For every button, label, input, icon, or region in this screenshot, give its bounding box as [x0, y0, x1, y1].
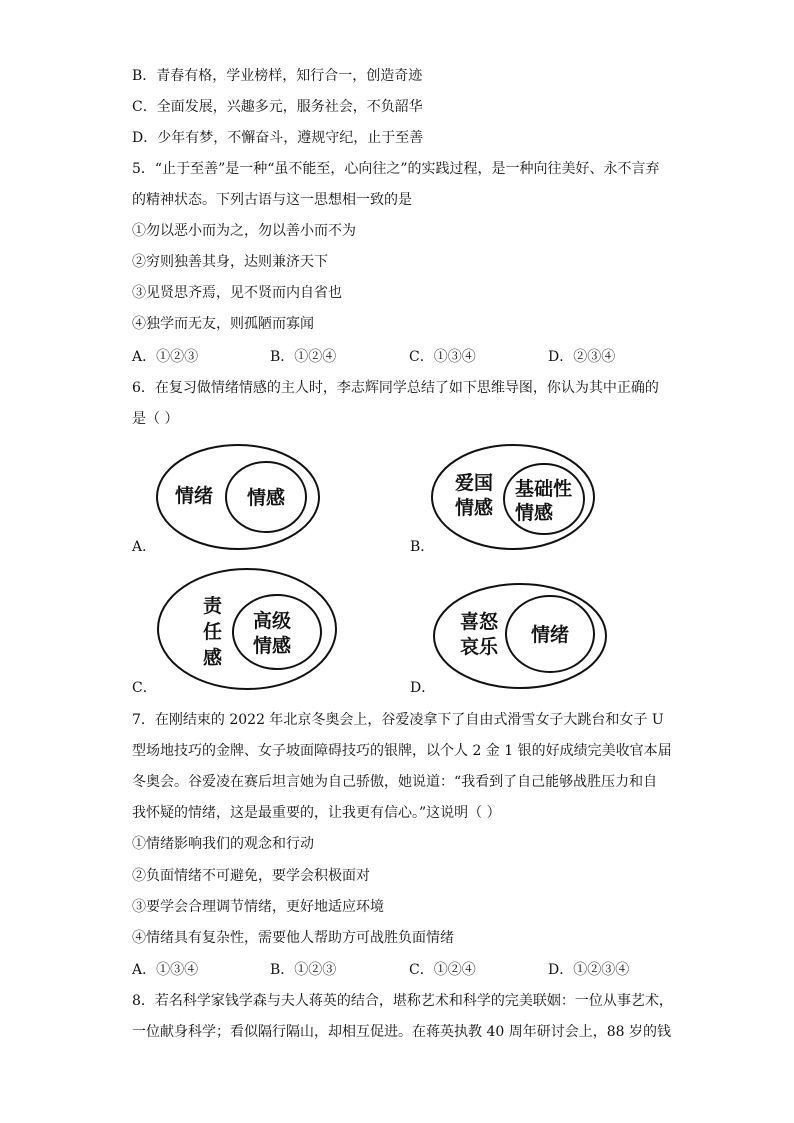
q6-stem-line2: 是（ ） [132, 411, 179, 427]
q5-item-3: ③见贤思齐焉，见不贤而内自省也 [132, 285, 342, 301]
inner-text: 情绪 [531, 624, 570, 646]
q7-stem-line2: 型场地技巧的金牌、女子坡面障碍技巧的银牌，以个人 2 金 1 银的好成绩完美收官本届 [132, 743, 672, 759]
inner-text-line1: 基础性 [515, 478, 573, 500]
q6-label-c[interactable]: C． [132, 680, 157, 696]
q5-stem-line2: 的精神状态。下列古语与这一思想相一致的是 [132, 192, 412, 208]
q4-option-b: B．青春有格，学业榜样，知行合一，创造奇迹 [132, 68, 423, 84]
q5-item-4: ④独学而无友，则孤陋而寡闻 [132, 316, 314, 332]
outer-text-line2: 任 [203, 621, 223, 643]
q5-choice-c[interactable]: C．①③④ [409, 349, 476, 365]
inner-text-line2: 情感 [253, 635, 292, 657]
q5-item-2: ②穷则独善其身，达则兼济天下 [132, 254, 328, 270]
inner-text-line1: 高级 [253, 610, 292, 632]
outer-text-line1: 喜怒 [460, 611, 499, 633]
outer-text-line1: 责 [203, 595, 223, 617]
q7-item-3: ③要学会合理调节情绪，更好地适应环境 [132, 899, 384, 915]
q6-label-a[interactable]: A． [132, 539, 157, 555]
outer-text-line3: 感 [203, 647, 223, 669]
outer-text: 情绪 [175, 485, 214, 507]
q4-option-c: C．全面发展，兴趣多元，服务社会，不负韶华 [132, 99, 423, 115]
q6-diagram-a[interactable] [155, 443, 325, 557]
q7-choice-d[interactable]: D．①②③④ [548, 962, 630, 978]
outer-text-line1: 爱国 [455, 472, 494, 494]
q4-option-d: D．少年有梦，不懈奋斗，遵规守纪，止于至善 [132, 130, 424, 146]
q6-diagram-b[interactable] [430, 443, 600, 557]
q6-diagram-c[interactable] [155, 566, 345, 696]
q5-choice-b[interactable]: B．①②④ [270, 349, 337, 365]
q7-stem-line1: 7．在刚结束的 2022 年北京冬奥会上，谷爱凌拿下了自由式滑雪女子大跳台和女子 U [132, 712, 664, 728]
q7-choice-c[interactable]: C．①②④ [409, 962, 476, 978]
outer-circle [158, 569, 336, 689]
inner-text: 情感 [247, 487, 286, 509]
q8-stem-line1: 8．若名科学家钱学森与夫人蒋英的结合，堪称艺术和科学的完美联姻：一位从事艺术， [132, 993, 673, 1009]
q7-choices [132, 960, 652, 980]
q6-label-d[interactable]: D． [410, 680, 436, 696]
q5-item-1: ①勿以恶小而为之，勿以善小而不为 [132, 223, 356, 239]
q6-stem-line1: 6．在复习做情绪情感的主人时，李志辉同学总结了如下思维导图，你认为其中正确的 [132, 380, 659, 396]
q7-choice-b[interactable]: B．①②③ [270, 962, 337, 978]
q7-choice-a[interactable]: A．①③④ [132, 962, 199, 978]
q5-choices [132, 347, 652, 367]
q7-item-4: ④情绪具有复杂性，需要他人帮助方可战胜负面情绪 [132, 930, 454, 946]
inner-text-line2: 情感 [515, 502, 554, 524]
outer-text-line2: 哀乐 [460, 636, 499, 658]
q7-item-2: ②负面情绪不可避免，要学会积极面对 [132, 868, 370, 884]
q5-stem-line1: 5．“止于至善”是一种“虽不能至，心向往之”的实践过程，是一种向往美好、永不言弃 [132, 161, 660, 177]
q8-stem-line2: 一位献身科学；看似隔行隔山，却相互促进。在蒋英执教 40 周年研讨会上，88 岁的钱 [132, 1024, 671, 1040]
q5-choice-d[interactable]: D．②③④ [548, 349, 616, 365]
q6-label-b[interactable]: B． [410, 539, 435, 555]
q6-diagram-d[interactable] [432, 581, 610, 693]
q5-choice-a[interactable]: A．①②③ [132, 349, 199, 365]
q7-stem-line3: 冬奥会。谷爱凌在赛后坦言她为自己骄傲，她说道：“我看到了自己能够战胜压力和自 [132, 774, 658, 790]
q7-stem-line4: 我怀疑的情绪，这是最重要的，让我更有信心。”这说明（ ） [132, 805, 501, 821]
q7-item-1: ①情绪影响我们的观念和行动 [132, 836, 314, 852]
inner-circle [233, 595, 321, 669]
outer-text-line2: 情感 [455, 497, 494, 519]
